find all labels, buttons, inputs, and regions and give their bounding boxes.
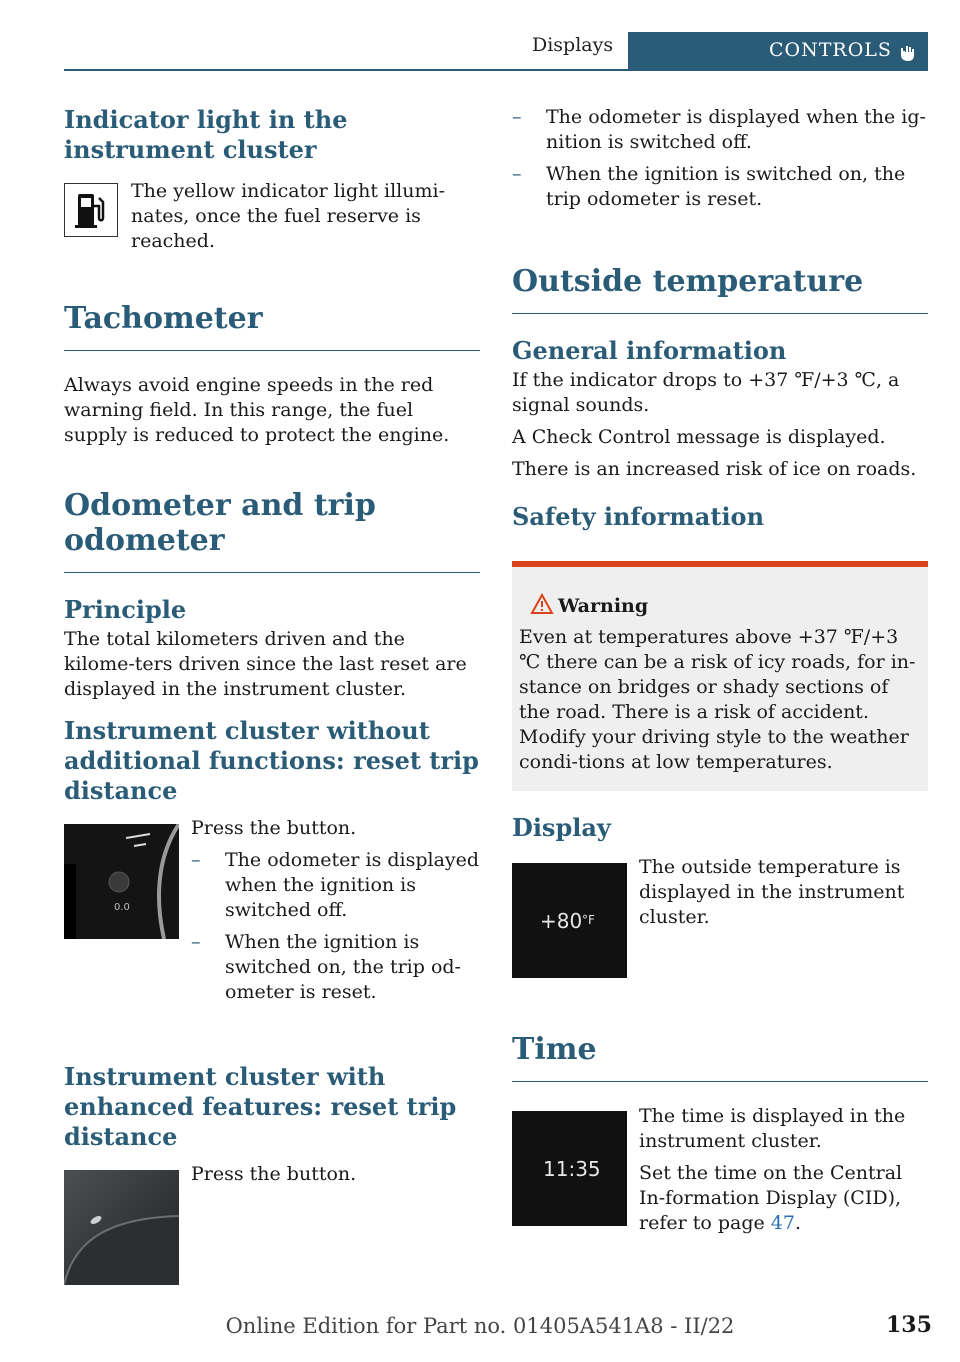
general-text-2: A Check Control message is displayed. <box>512 426 886 448</box>
outside-temperature-heading: Outside temperature <box>512 264 928 314</box>
general-information-heading: General information <box>512 336 787 365</box>
general-text-1: If the indicator drops to +37 ℉/+3 ℃, a signal sounds. <box>512 369 900 416</box>
general-text-3: There is an increased risk of ice on roads. <box>512 458 917 480</box>
clock-value: 11:35 <box>543 1157 601 1181</box>
tachometer-heading: Tachometer <box>64 301 480 351</box>
instrument-cluster-button-image <box>64 1170 179 1285</box>
principle-heading: Principle <box>64 595 187 624</box>
time-text-2-prefix: Set the time on the Central In-formation Display (CID), refer to page <box>639 1162 903 1234</box>
time-text-2 <box>639 1161 929 1236</box>
display-text: The outside temperature is displayed in the instrument cluster. <box>639 856 905 928</box>
time-text-2-suffix: . <box>794 1212 802 1234</box>
list-item: – The odometer is displayed when the ig-nition is switched off. <box>512 105 928 155</box>
header-rule <box>64 69 928 71</box>
with-features-text: Press the button. <box>191 1163 357 1185</box>
list-item: – The odometer is displayed when the ignition is switched off. <box>191 848 481 923</box>
warning-triangle-icon <box>530 593 554 615</box>
temperature-display-image <box>512 863 627 978</box>
indicator-heading: Indicator light in the instrument cluster <box>64 105 348 164</box>
without-functions-body <box>191 816 481 1005</box>
display-row <box>512 855 928 985</box>
principle-text: The total kilometers driven and the kilome-ters driven since the last reset are displayed in the instrument cluster. <box>64 628 467 700</box>
clock-display-image <box>512 1111 627 1226</box>
time-heading: Time <box>512 1032 928 1082</box>
display-heading: Display <box>512 813 611 842</box>
with-features-heading: Instrument cluster with enhanced features: reset trip distance <box>64 1062 457 1151</box>
tachometer-text: Always avoid engine speeds in the red warning field. In this range, the fuel supply is reduced to protect the engine. <box>64 374 450 446</box>
list-item: – When the ignition is switched on, the trip od-ometer is reset. <box>191 930 481 1005</box>
header-section-title: Displays <box>532 34 614 56</box>
fuel-pump-icon <box>64 183 118 237</box>
warning-text: Even at temperatures above +37 ℉/+3 ℃ there can be a risk of icy roads, for in-stance on bridges or shady sections of the road. There is a risk of accident. Modify your driving style to the weather condi-tions at low temperatures. <box>519 626 916 773</box>
right-column <box>512 105 928 532</box>
time-row <box>512 1094 928 1264</box>
display-section <box>512 813 928 985</box>
hand-pointer-icon <box>896 39 918 63</box>
indicator-row <box>64 179 480 299</box>
page-number: 135 <box>886 1312 932 1338</box>
warning-title: Warning <box>558 595 649 617</box>
instrument-cluster-button-image <box>64 824 179 939</box>
temperature-value: +80 <box>540 909 583 933</box>
without-functions-heading: Instrument cluster without additional functions: reset trip distance <box>64 716 479 805</box>
with-features-row <box>64 1162 480 1282</box>
time-body <box>639 1104 929 1236</box>
page-reference-link[interactable]: 47 <box>770 1212 795 1234</box>
without-functions-text: Press the button. <box>191 817 357 839</box>
safety-information-heading: Safety information <box>512 502 765 531</box>
time-section <box>512 1032 928 1264</box>
odometer-reading: 0.0 <box>114 902 130 913</box>
without-functions-row <box>64 816 480 1056</box>
odometer-heading: Odometer and trip odometer <box>64 488 480 573</box>
temperature-unit: °F <box>582 913 595 927</box>
warning-box <box>512 561 928 791</box>
left-column <box>64 105 480 1282</box>
indicator-text: The yellow indicator light illumi-nates, once the fuel reserve is reached. <box>131 180 445 252</box>
header-chapter-tab <box>628 32 928 71</box>
header-chapter-label: CONTROLS <box>769 39 892 61</box>
footer-edition: Online Edition for Part no. 01405A541A8 - II/22 <box>225 1314 735 1338</box>
time-text-1: The time is displayed in the instrument cluster. <box>639 1105 906 1152</box>
list-item: – When the ignition is switched on, the trip odometer is reset. <box>512 162 928 212</box>
